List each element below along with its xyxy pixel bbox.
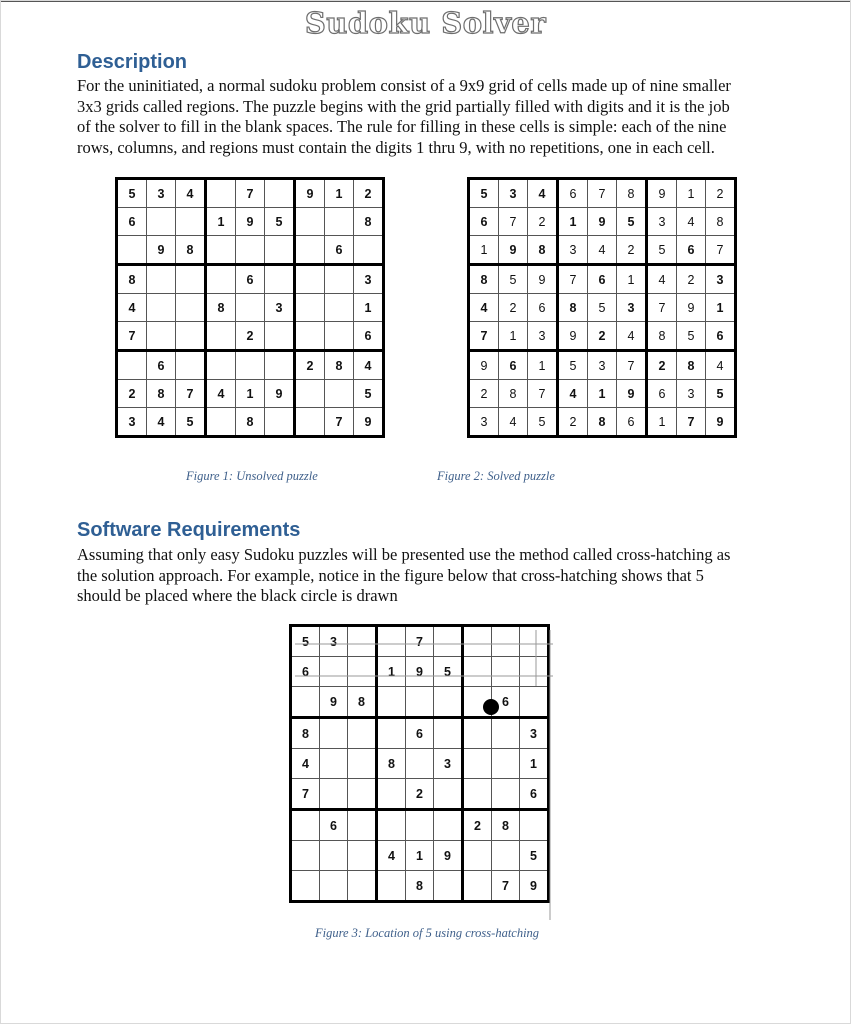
crosshatch-cell <box>406 810 434 841</box>
unsolved-cell: 1 <box>354 294 384 322</box>
solved-cell: 1 <box>677 179 706 208</box>
unsolved-cell: 3 <box>117 408 147 437</box>
unsolved-cell: 4 <box>117 294 147 322</box>
solved-cell: 1 <box>499 322 528 351</box>
solved-cell: 3 <box>499 179 528 208</box>
unsolved-cell: 3 <box>147 179 176 208</box>
solved-cell: 9 <box>677 294 706 322</box>
crosshatch-cell <box>320 779 348 810</box>
crosshatch-cell <box>434 810 463 841</box>
unsolved-cell <box>147 265 176 294</box>
crosshatch-cell <box>377 810 406 841</box>
unsolved-cell <box>265 351 295 380</box>
crosshatch-cell: 9 <box>320 687 348 718</box>
crosshatch-cell: 8 <box>291 718 320 749</box>
unsolved-cell: 6 <box>325 236 354 265</box>
unsolved-cell <box>117 351 147 380</box>
solved-cell: 9 <box>558 322 588 351</box>
unsolved-cell <box>206 236 236 265</box>
unsolved-cell <box>265 322 295 351</box>
unsolved-cell <box>354 236 384 265</box>
crosshatch-cell <box>348 657 377 687</box>
solved-cell: 2 <box>706 179 736 208</box>
crosshatch-cell: 6 <box>520 779 549 810</box>
solved-cell: 6 <box>558 179 588 208</box>
description-line: rows, columns, and regions must contain the digits 1 thru 9, with no repetitions, one in each cell. <box>77 137 715 157</box>
solved-row <box>469 179 736 208</box>
solved-cell: 3 <box>617 294 647 322</box>
crosshatch-cell <box>463 718 492 749</box>
unsolved-cell: 6 <box>236 265 265 294</box>
unsolved-row <box>117 236 384 265</box>
solved-cell: 3 <box>677 380 706 408</box>
unsolved-cell: 6 <box>354 322 384 351</box>
description-line: 3x3 grids called regions. The puzzle begins with the grid partially filled with digits and it is the job <box>77 96 730 116</box>
unsolved-cell: 5 <box>176 408 206 437</box>
crosshatch-row <box>291 749 549 779</box>
crosshatch-cell: 2 <box>463 810 492 841</box>
crosshatch-cell <box>492 657 520 687</box>
unsolved-cell <box>236 236 265 265</box>
solved-cell: 8 <box>588 408 617 437</box>
crosshatch-cell: 9 <box>406 657 434 687</box>
unsolved-cell: 2 <box>354 179 384 208</box>
unsolved-cell: 8 <box>236 408 265 437</box>
solved-cell: 7 <box>588 179 617 208</box>
crosshatch-cell: 9 <box>434 841 463 871</box>
solved-cell: 2 <box>528 208 558 236</box>
unsolved-cell <box>236 294 265 322</box>
requirements-line: Assuming that only easy Sudoku puzzles will be presented use the method called cross-hatching as <box>77 545 731 564</box>
unsolved-cell <box>325 380 354 408</box>
crosshatch-cell: 8 <box>348 687 377 718</box>
crosshatch-cell <box>320 749 348 779</box>
crosshatch-cell <box>463 687 492 718</box>
solved-cell: 4 <box>499 408 528 437</box>
unsolved-cell: 8 <box>117 265 147 294</box>
solved-cell: 7 <box>558 265 588 294</box>
unsolved-cell <box>206 408 236 437</box>
crosshatch-cell: 5 <box>291 626 320 657</box>
crosshatch-cell: 8 <box>406 871 434 902</box>
solved-cell: 1 <box>469 236 499 265</box>
unsolved-cell: 5 <box>354 380 384 408</box>
unsolved-cell <box>206 351 236 380</box>
crosshatch-cell <box>291 871 320 902</box>
crosshatch-cell <box>320 871 348 902</box>
crosshatch-row <box>291 687 549 718</box>
unsolved-row <box>117 208 384 236</box>
crosshatch-cell: 5 <box>434 657 463 687</box>
unsolved-cell <box>206 322 236 351</box>
solved-cell: 3 <box>469 408 499 437</box>
unsolved-cell <box>147 208 176 236</box>
unsolved-cell: 3 <box>354 265 384 294</box>
solved-cell: 8 <box>647 322 677 351</box>
unsolved-cell <box>176 351 206 380</box>
unsolved-cell <box>176 265 206 294</box>
unsolved-cell: 8 <box>176 236 206 265</box>
crosshatch-cell <box>492 841 520 871</box>
requirements-heading: Software Requirements <box>77 519 301 541</box>
solved-cell: 1 <box>647 408 677 437</box>
solved-cell: 8 <box>617 179 647 208</box>
unsolved-cell <box>295 408 325 437</box>
solved-cell: 6 <box>647 380 677 408</box>
solved-cell: 4 <box>469 294 499 322</box>
solved-cell: 2 <box>647 351 677 380</box>
crosshatch-cell: 9 <box>520 871 549 902</box>
solved-cell: 6 <box>617 408 647 437</box>
unsolved-cell <box>295 208 325 236</box>
crosshatch-row <box>291 810 549 841</box>
unsolved-cell <box>325 208 354 236</box>
solved-cell: 4 <box>558 380 588 408</box>
crosshatch-cell <box>463 779 492 810</box>
solved-cell: 7 <box>647 294 677 322</box>
unsolved-cell: 1 <box>236 380 265 408</box>
unsolved-cell: 9 <box>354 408 384 437</box>
solved-cell: 2 <box>558 408 588 437</box>
crosshatch-cell <box>463 749 492 779</box>
solved-cell: 6 <box>528 294 558 322</box>
crosshatch-cell <box>434 779 463 810</box>
crosshatch-cell <box>348 779 377 810</box>
crosshatch-cell: 1 <box>406 841 434 871</box>
solved-cell: 5 <box>647 236 677 265</box>
solved-cell: 1 <box>588 380 617 408</box>
unsolved-cell <box>265 179 295 208</box>
unsolved-cell: 2 <box>236 322 265 351</box>
solved-cell: 3 <box>558 236 588 265</box>
description-line: of the solver to fill in the blank spaces. The rule for filling in these cells is simple: each of the nine <box>77 117 727 136</box>
crosshatch-cell <box>406 749 434 779</box>
crosshatch-cell <box>320 657 348 687</box>
crosshatch-cell <box>348 626 377 657</box>
solved-cell: 2 <box>677 265 706 294</box>
crosshatch-cell <box>520 810 549 841</box>
crosshatch-cell <box>377 626 406 657</box>
solved-cell: 8 <box>499 380 528 408</box>
unsolved-cell: 7 <box>176 380 206 408</box>
unsolved-cell: 8 <box>354 208 384 236</box>
crosshatch-cell: 6 <box>291 657 320 687</box>
unsolved-cell: 9 <box>295 179 325 208</box>
solved-row <box>469 408 736 437</box>
solved-cell: 2 <box>469 380 499 408</box>
unsolved-cell: 8 <box>325 351 354 380</box>
requirements-paragraph <box>77 545 792 607</box>
crosshatch-cell: 7 <box>492 871 520 902</box>
solved-row <box>469 208 736 236</box>
solved-cell: 5 <box>588 294 617 322</box>
unsolved-cell <box>265 265 295 294</box>
unsolved-row <box>117 380 384 408</box>
solved-cell: 6 <box>469 208 499 236</box>
description-heading: Description <box>77 51 188 73</box>
crosshatch-row <box>291 718 549 749</box>
unsolved-cell <box>295 265 325 294</box>
crosshatch-cell <box>377 687 406 718</box>
crosshatch-cell <box>348 841 377 871</box>
unsolved-cell <box>176 322 206 351</box>
crosshatch-cell <box>320 841 348 871</box>
crosshatch-cell <box>492 779 520 810</box>
solved-cell: 7 <box>528 380 558 408</box>
solved-cell: 8 <box>558 294 588 322</box>
unsolved-cell: 1 <box>206 208 236 236</box>
unsolved-cell: 3 <box>265 294 295 322</box>
solved-cell: 1 <box>528 351 558 380</box>
unsolved-cell <box>236 351 265 380</box>
unsolved-cell: 4 <box>354 351 384 380</box>
figure3-caption: Figure 3: Location of 5 using cross-hatching <box>315 926 540 940</box>
crosshatch-cell <box>434 718 463 749</box>
solved-cell: 8 <box>706 208 736 236</box>
crosshatch-cell <box>463 871 492 902</box>
crosshatch-row <box>291 841 549 871</box>
unsolved-cell: 8 <box>206 294 236 322</box>
solved-cell: 3 <box>588 351 617 380</box>
solved-cell: 6 <box>677 236 706 265</box>
crosshatch-row <box>291 871 549 902</box>
solved-cell: 3 <box>706 265 736 294</box>
unsolved-cell <box>295 322 325 351</box>
unsolved-row <box>117 351 384 380</box>
unsolved-cell: 2 <box>117 380 147 408</box>
crosshatch-cell <box>348 810 377 841</box>
crosshatch-row <box>291 779 549 810</box>
solved-cell: 7 <box>677 408 706 437</box>
solved-cell: 4 <box>528 179 558 208</box>
unsolved-cell <box>265 408 295 437</box>
solved-row <box>469 294 736 322</box>
unsolved-cell: 6 <box>147 351 176 380</box>
solved-cell: 5 <box>499 265 528 294</box>
solved-cell: 6 <box>588 265 617 294</box>
crosshatch-cell <box>492 626 520 657</box>
solved-cell: 5 <box>617 208 647 236</box>
unsolved-cell: 8 <box>147 380 176 408</box>
solved-cell: 7 <box>469 322 499 351</box>
unsolved-cell <box>265 236 295 265</box>
description-line: For the uninitiated, a normal sudoku problem consist of a 9x9 grid of cells made up of nine smaller <box>77 76 731 95</box>
unsolved-cell: 9 <box>236 208 265 236</box>
unsolved-row <box>117 408 384 437</box>
solved-cell: 6 <box>499 351 528 380</box>
solved-cell: 4 <box>677 208 706 236</box>
crosshatch-cell <box>348 871 377 902</box>
crosshatch-row <box>291 657 549 687</box>
solved-cell: 8 <box>677 351 706 380</box>
unsolved-row <box>117 322 384 351</box>
solved-cell: 4 <box>588 236 617 265</box>
unsolved-cell <box>295 294 325 322</box>
crosshatch-cell: 6 <box>492 687 520 718</box>
crosshatch-cell <box>320 718 348 749</box>
solved-cell: 9 <box>588 208 617 236</box>
crosshatch-cell <box>406 687 434 718</box>
unsolved-cell: 9 <box>265 380 295 408</box>
crosshatch-cell <box>377 779 406 810</box>
unsolved-cell: 5 <box>265 208 295 236</box>
solved-row <box>469 351 736 380</box>
solved-cell: 2 <box>617 236 647 265</box>
solved-cell: 5 <box>558 351 588 380</box>
unsolved-cell <box>206 179 236 208</box>
solved-cell: 2 <box>499 294 528 322</box>
crosshatch-row <box>291 626 549 657</box>
crosshatch-cell <box>291 841 320 871</box>
solved-cell: 9 <box>528 265 558 294</box>
solved-cell: 3 <box>528 322 558 351</box>
crosshatch-cell: 2 <box>406 779 434 810</box>
page-title: Sudoku Solver <box>304 6 547 40</box>
unsolved-cell <box>176 208 206 236</box>
solved-cell: 5 <box>706 380 736 408</box>
solved-cell: 5 <box>528 408 558 437</box>
solved-cell: 4 <box>706 351 736 380</box>
crosshatch-cell <box>291 687 320 718</box>
crosshatch-cell <box>520 626 549 657</box>
solved-cell: 6 <box>706 322 736 351</box>
unsolved-cell <box>147 294 176 322</box>
solved-cell: 9 <box>617 380 647 408</box>
solved-cell: 7 <box>499 208 528 236</box>
crosshatch-cell <box>377 718 406 749</box>
crosshatch-cell: 7 <box>291 779 320 810</box>
unsolved-cell: 4 <box>176 179 206 208</box>
crosshatch-cell <box>463 626 492 657</box>
solved-row <box>469 265 736 294</box>
solved-cell: 7 <box>706 236 736 265</box>
crosshatch-cell: 3 <box>520 718 549 749</box>
solved-cell: 5 <box>469 179 499 208</box>
solved-cell: 9 <box>499 236 528 265</box>
crosshatch-cell <box>291 810 320 841</box>
solved-row <box>469 236 736 265</box>
figure1-caption: Figure 1: Unsolved puzzle <box>186 469 318 483</box>
crosshatch-cell: 6 <box>406 718 434 749</box>
unsolved-cell <box>325 322 354 351</box>
crosshatch-cell: 3 <box>320 626 348 657</box>
unsolved-puzzle-grid <box>115 177 385 438</box>
unsolved-row <box>117 179 384 208</box>
solved-cell: 3 <box>647 208 677 236</box>
unsolved-cell: 7 <box>117 322 147 351</box>
solved-cell: 1 <box>617 265 647 294</box>
unsolved-cell <box>117 236 147 265</box>
unsolved-cell: 7 <box>325 408 354 437</box>
requirements-line: should be placed where the black circle is drawn <box>77 586 398 605</box>
unsolved-cell <box>176 294 206 322</box>
unsolved-cell: 6 <box>117 208 147 236</box>
unsolved-cell <box>147 322 176 351</box>
crosshatch-cell: 1 <box>377 657 406 687</box>
crosshatch-cell: 6 <box>320 810 348 841</box>
crosshatch-cell <box>492 718 520 749</box>
crosshatch-cell: 5 <box>520 841 549 871</box>
crosshatch-cell <box>492 749 520 779</box>
requirements-line: the solution approach. For example, notice in the figure below that cross-hatching shows that 5 <box>77 565 704 585</box>
solved-cell: 4 <box>617 322 647 351</box>
solved-cell: 8 <box>469 265 499 294</box>
solved-cell: 9 <box>706 408 736 437</box>
crosshatch-cell: 4 <box>377 841 406 871</box>
unsolved-cell: 7 <box>236 179 265 208</box>
crosshatch-cell <box>348 718 377 749</box>
crosshatch-cell <box>520 687 549 718</box>
figure2-caption: Figure 2: Solved puzzle <box>437 469 555 483</box>
crosshatch-cell <box>434 871 463 902</box>
crosshatch-cell: 1 <box>520 749 549 779</box>
unsolved-cell <box>325 294 354 322</box>
crosshatch-cell <box>434 687 463 718</box>
solved-cell: 1 <box>706 294 736 322</box>
unsolved-cell: 4 <box>206 380 236 408</box>
crosshatch-cell: 8 <box>377 749 406 779</box>
crosshatch-cell <box>434 626 463 657</box>
unsolved-cell <box>295 380 325 408</box>
solved-cell: 9 <box>647 179 677 208</box>
unsolved-cell: 1 <box>325 179 354 208</box>
cross-hatching-grid <box>289 624 550 903</box>
crosshatch-cell: 4 <box>291 749 320 779</box>
unsolved-cell: 9 <box>147 236 176 265</box>
solved-cell: 9 <box>469 351 499 380</box>
unsolved-cell: 5 <box>117 179 147 208</box>
unsolved-cell: 2 <box>295 351 325 380</box>
solved-cell: 7 <box>617 351 647 380</box>
crosshatch-cell <box>463 841 492 871</box>
unsolved-row <box>117 294 384 322</box>
unsolved-cell <box>206 265 236 294</box>
solved-row <box>469 322 736 351</box>
unsolved-cell: 4 <box>147 408 176 437</box>
crosshatch-cell <box>463 657 492 687</box>
unsolved-row <box>117 265 384 294</box>
solved-cell: 8 <box>528 236 558 265</box>
description-paragraph <box>77 76 792 158</box>
solved-cell: 2 <box>588 322 617 351</box>
solved-puzzle-grid <box>467 177 737 438</box>
crosshatch-cell: 8 <box>492 810 520 841</box>
solved-cell: 4 <box>647 265 677 294</box>
crosshatch-cell <box>348 749 377 779</box>
crosshatch-cell <box>520 657 549 687</box>
crosshatch-cell <box>377 871 406 902</box>
solved-cell: 1 <box>558 208 588 236</box>
unsolved-cell <box>295 236 325 265</box>
solved-cell: 5 <box>677 322 706 351</box>
crosshatch-cell: 7 <box>406 626 434 657</box>
unsolved-cell <box>325 265 354 294</box>
solved-row <box>469 380 736 408</box>
crosshatch-cell: 3 <box>434 749 463 779</box>
